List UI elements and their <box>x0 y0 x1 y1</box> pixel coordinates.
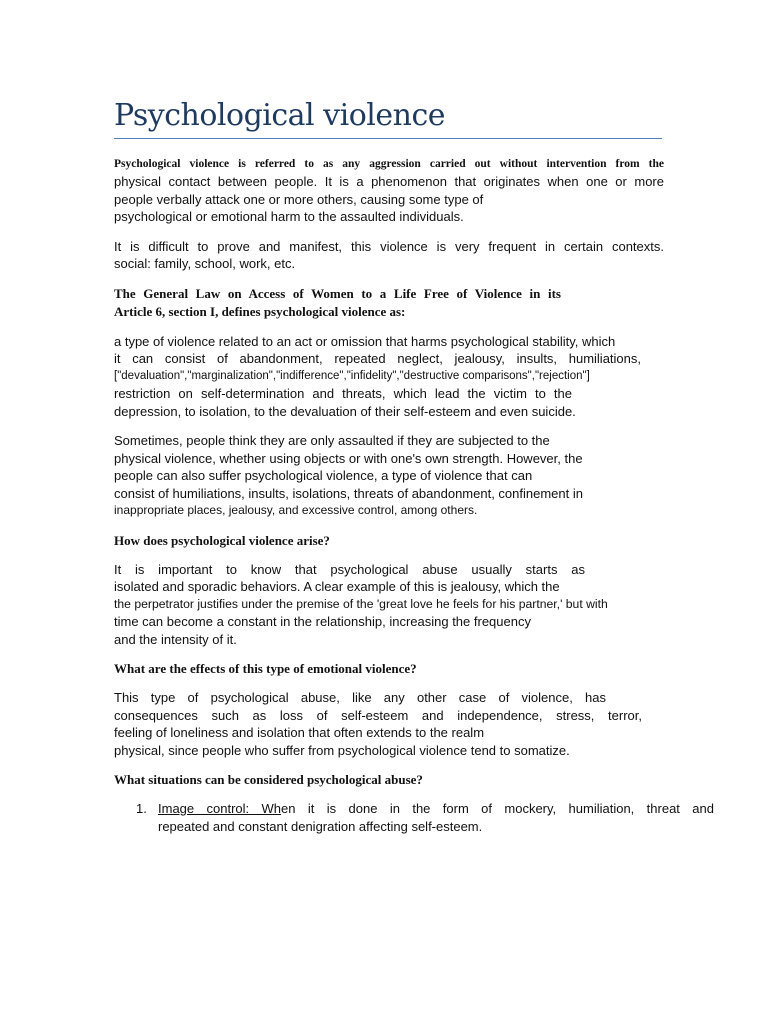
intro-line-1: Psychological violence is referred to as any aggression carried out without intervention from the <box>114 158 664 170</box>
list-item-number: 1. <box>136 801 147 816</box>
document-page <box>114 96 714 835</box>
arise-line-1: It is important to know that psychological abuse usually starts as <box>114 561 585 577</box>
definition-line-1: a type of violence related to an act or omission that harms psychological stability, which <box>114 333 616 349</box>
list-item-line-1-rest: en it is done in the form of mockery, humiliation, threat and <box>281 801 714 816</box>
abuse-situations-list <box>114 800 714 835</box>
intro-line-2: physical contact between people. It is a phenomenon that originates when one or more <box>114 174 664 189</box>
intro-line-3: people verbally attack one or more others, causing some type of <box>114 191 484 207</box>
arise-line-2: isolated and sporadic behaviors. A clear example of this is jealousy, which the <box>114 579 560 594</box>
definition-line-5: depression, to isolation, to the devaluation of their self-esteem and even suicide. <box>114 403 576 419</box>
section-heading-arise: How does psychological violence arise? <box>114 532 330 548</box>
definition-line-3: ["devaluation","marginalization","indifference","infidelity","destructive comparisons","rejection"] <box>114 369 590 382</box>
page-title: Psychological violence <box>114 98 446 133</box>
intro-paragraph <box>114 155 664 226</box>
section-heading-effects: What are the effects of this type of emotional violence? <box>114 661 417 676</box>
assault-line-1: Sometimes, people think they are only assaulted if they are subjected to the <box>114 433 550 448</box>
assault-line-4: consist of humiliations, insults, isolations, threats of abandonment, confinement in <box>114 485 583 501</box>
effects-line-4: physical, since people who suffer from psychological violence tend to somatize. <box>114 742 570 758</box>
law-paragraph <box>114 285 561 321</box>
law-line-2: Article 6, section I, defines psychological violence as: <box>114 303 406 319</box>
intro-line-4: psychological or emotional harm to the assaulted individuals. <box>114 209 464 224</box>
assault-line-2: physical violence, whether using objects or with one's own strength. However, the <box>114 450 583 466</box>
effects-paragraph <box>114 689 664 759</box>
list-item-line-2: repeated and constant denigration affecting self-esteem. <box>158 818 483 834</box>
arise-line-3: the perpetrator justifies under the premise of the 'great love he feels for his partner,' but with <box>114 596 608 611</box>
list-item-underlined-term: Image control: Wh <box>158 801 282 816</box>
context-line-2: social: family, school, work, etc. <box>114 256 296 271</box>
context-line-1: It is difficult to prove and manifest, this violence is very frequent in certain contexts. <box>114 238 664 254</box>
arise-line-4: time can become a constant in the relationship, increasing the frequency <box>114 614 531 629</box>
definition-paragraph <box>114 333 641 421</box>
arise-paragraph <box>114 561 664 649</box>
arise-line-5: and the intensity of it. <box>114 631 237 647</box>
assault-paragraph <box>114 432 664 520</box>
assault-line-5: inappropriate places, jealousy, and excessive control, among others. <box>114 503 478 517</box>
list-item <box>114 800 714 835</box>
effects-line-1: This type of psychological abuse, like any other case of violence, has <box>114 690 606 705</box>
effects-line-3: feeling of loneliness and isolation that often extends to the realm <box>114 725 485 740</box>
definition-line-4: restriction on self-determination and threats, which lead the victim to the <box>114 386 572 401</box>
definition-line-2: it can consist of abandonment, repeated neglect, jealousy, insults, humiliations, <box>114 351 641 366</box>
context-paragraph <box>114 238 664 273</box>
law-line-1: The General Law on Access of Women to a Life Free of Violence in its <box>114 285 561 301</box>
assault-line-3: people can also suffer psychological violence, a type of violence that can <box>114 468 533 483</box>
title-underline <box>114 138 662 139</box>
effects-line-2: consequences such as loss of self-esteem and independence, stress, terror, <box>114 707 642 723</box>
section-heading-situations: What situations can be considered psychological abuse? <box>114 772 423 787</box>
list-item-line-1 <box>158 800 714 818</box>
